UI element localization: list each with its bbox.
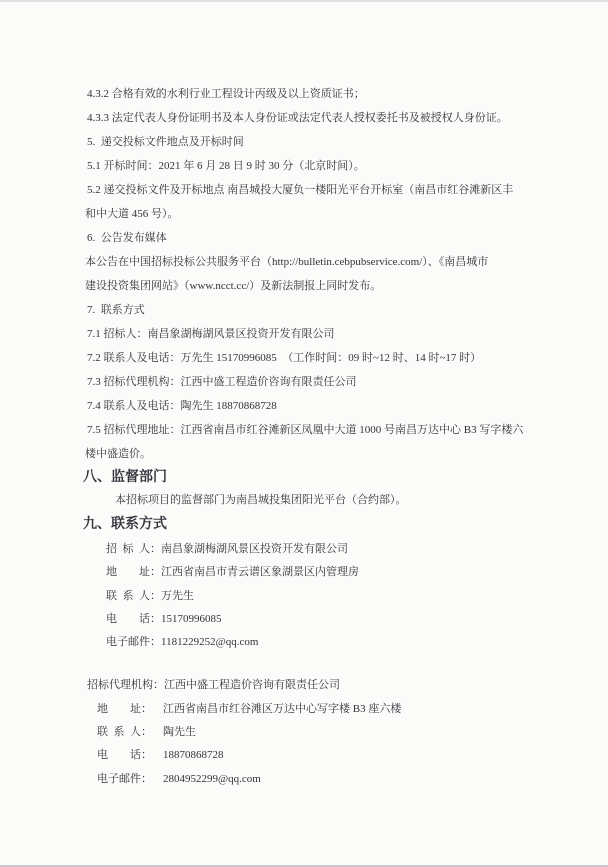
doc-line-bid-opening-time: 5.1 开标时间：2021 年 6 月 28 日 9 时 30 分（北京时间）。 <box>87 160 365 172</box>
contact-row-address <box>87 698 588 721</box>
contact-value: 18870868728 <box>163 749 224 762</box>
doc-line-tenderer: 7.1 招标人：南昌象湖梅湖风景区投资开发有限公司 <box>87 328 335 340</box>
doc-line-agency-address: 7.5 招标代理地址：江西省南昌市红谷滩新区凤凰中大道 1000 号南昌万达中心 B3 写字楼六 <box>87 424 524 436</box>
doc-line-qualification-4-3-2: 4.3.2 合格有效的水利行业工程设计丙级及以上资质证书； <box>87 88 365 100</box>
contact-label: 电话 <box>97 749 141 762</box>
contact-value: 江西省南昌市红谷滩区万达中心写字楼 B3 座六楼 <box>163 702 402 715</box>
contact-value: 2804952299@qq.com <box>163 772 261 785</box>
doc-line-announcement-media-cont: 建设投资集团网站》（www.ncct.cc/）及新法制报上同时发布。 <box>85 280 382 292</box>
contact-value: 陶先生 <box>163 726 196 739</box>
contact-value: 江西省南昌市青云谱区象湖景区内管理房 <box>161 566 359 579</box>
contact-value: 南昌象湖梅湖风景区投资开发有限公司 <box>161 543 348 555</box>
contact-row-email <box>106 631 588 654</box>
contact-value: 万先生 <box>161 589 194 602</box>
heading-contact-info: 九、联系方式 <box>83 515 167 531</box>
doc-line-section-5-title: 5. 递交投标文件地点及开标时间 <box>87 136 244 148</box>
doc-line-agency-address-cont: 楼中盛造价。 <box>85 448 151 460</box>
agency-contact-block <box>87 674 588 790</box>
label-colon: ： <box>150 543 161 555</box>
supervision-paragraph: 本招标项目的监督部门为南昌城投集团阳光平台（合约部）。 <box>115 494 407 506</box>
doc-line-section-6-title: 6. 公告发布媒体 <box>87 232 167 244</box>
contact-label: 联系人 <box>106 589 150 602</box>
label-colon: ： <box>141 749 152 762</box>
doc-line-qualification-4-3-3: 4.3.3 法定代表人身份证明书及本人身份证或法定代表人授权委托书及被授权人身份证。 <box>87 112 508 124</box>
contact-value: 15170996085 <box>161 612 222 625</box>
contact-value: 江西中盛工程造价咨询有限责任公司 <box>164 679 340 692</box>
label-colon: ： <box>150 566 161 579</box>
label-colon: ： <box>141 772 152 785</box>
contact-row-agency <box>87 674 588 697</box>
contact-row-phone <box>87 744 588 767</box>
label-colon: ： <box>141 702 152 715</box>
contact-label: 电子邮件 <box>106 636 150 649</box>
contact-row-person <box>106 585 588 608</box>
doc-line-bid-submission-place: 5.2 递交投标文件及开标地点 南昌城投大厦负一楼阳光平台开标室（南昌市红谷滩新区丰 <box>87 184 514 196</box>
tenderer-contact-block <box>87 538 588 654</box>
doc-line-section-7-title: 7. 联系方式 <box>87 304 145 316</box>
label-colon: ： <box>150 636 161 649</box>
heading-supervision-dept: 八、监督部门 <box>83 468 167 484</box>
contact-label: 联系人 <box>97 726 141 739</box>
contact-value: 1181229252@qq.com <box>161 636 259 649</box>
contact-row-tenderer <box>106 538 588 561</box>
label-colon: ： <box>141 726 152 739</box>
label-colon: ： <box>153 679 164 692</box>
contact-row-phone <box>106 608 588 631</box>
label-colon: ： <box>150 612 161 625</box>
contact-row-person <box>87 721 588 744</box>
contact-label: 地址 <box>97 702 141 715</box>
doc-line-bid-submission-place-cont: 和中大道 456 号）。 <box>85 208 179 220</box>
contact-label: 地址 <box>106 566 150 579</box>
scan-edge-top <box>0 0 608 2</box>
doc-line-contact-phone-tao: 7.4 联系人及电话：陶先生 18870868728 <box>87 400 277 412</box>
contact-row-address <box>106 561 588 584</box>
contact-label: 电子邮件 <box>97 772 141 785</box>
contact-label: 招标代理机构 <box>87 679 153 692</box>
label-colon: ： <box>150 589 161 602</box>
contact-label: 招标人 <box>106 543 150 555</box>
doc-line-contact-phone-wan: 7.2 联系人及电话：万先生 15170996085 （工作时间：09 时~12 时、14 时~17 时） <box>87 352 482 364</box>
doc-line-agency: 7.3 招标代理机构：江西中盛工程造价咨询有限责任公司 <box>87 376 357 388</box>
document-content <box>83 82 588 791</box>
contact-row-email <box>87 768 588 791</box>
doc-line-announcement-media: 本公告在中国招标投标公共服务平台（http://bulletin.cebpubservice.com/）、《南昌城市 <box>85 256 489 268</box>
contact-label: 电话 <box>106 612 150 625</box>
